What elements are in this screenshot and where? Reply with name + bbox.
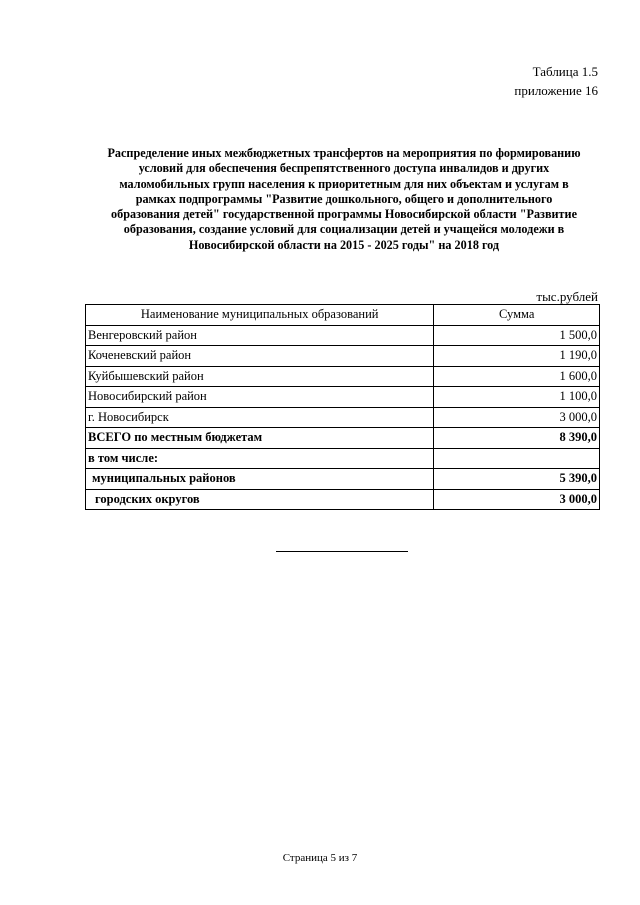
- municipality-sum: 3 000,0: [434, 407, 600, 428]
- including-row: [86, 448, 600, 469]
- municipality-name: Куйбышевский район: [86, 366, 434, 387]
- appendix-label: приложение 16: [514, 83, 598, 98]
- total-row: [86, 428, 600, 449]
- title-line: образования, создание условий для социализации детей и учащейся молодежи в: [123, 222, 565, 237]
- table-row: [86, 346, 600, 367]
- title-line: условий для обеспечения беспрепятственного доступа инвалидов и других: [138, 161, 550, 176]
- breakdown-name: городских округов: [86, 489, 434, 510]
- table-number: Таблица 1.5: [532, 64, 598, 79]
- municipality-name: Новосибирский район: [86, 387, 434, 408]
- municipality-sum: 1 100,0: [434, 387, 600, 408]
- column-header-name: Наименование муниципальных образований: [86, 305, 434, 326]
- total-label: ВСЕГО по местным бюджетам: [86, 428, 434, 449]
- title-line: Распределение иных межбюджетных трансфертов на мероприятия по формированию: [107, 146, 581, 160]
- header-block: [514, 62, 598, 100]
- breakdown-sum: 3 000,0: [434, 489, 600, 510]
- municipality-name: Коченевский район: [86, 346, 434, 367]
- title-line: образования детей" государственной программы Новосибирской области "Развитие: [111, 207, 577, 222]
- including-label: в том числе:: [86, 448, 434, 469]
- separator-line: [276, 551, 408, 552]
- title-line: рамках подпрограммы "Развитие дошкольного, общего и дополнительного: [135, 191, 553, 206]
- table-header-row: [86, 305, 600, 326]
- table-row: [86, 366, 600, 387]
- units-label: тыс.рублей: [536, 289, 598, 304]
- breakdown-row: [86, 469, 600, 490]
- total-sum: 8 390,0: [434, 428, 600, 449]
- breakdown-name: муниципальных районов: [86, 469, 434, 490]
- municipality-sum: 1 500,0: [434, 325, 600, 346]
- page-footer: Страница 5 из 7: [282, 852, 358, 864]
- title-line: маломобильных групп населения к приоритетным для них объектам и услугам в: [119, 176, 569, 191]
- column-header-sum: Сумма: [434, 305, 600, 326]
- including-sum-empty: [434, 448, 600, 469]
- table-row: [86, 325, 600, 346]
- document-title: [88, 146, 600, 253]
- breakdown-sum: 5 390,0: [434, 469, 600, 490]
- title-line: Новосибирской области на 2015 - 2025 годы" на 2018 год: [188, 237, 500, 252]
- table-row: [86, 407, 600, 428]
- breakdown-row: [86, 489, 600, 510]
- municipality-name: г. Новосибирск: [86, 407, 434, 428]
- municipality-name: Венгеровский район: [86, 325, 434, 346]
- municipality-sum: 1 190,0: [434, 346, 600, 367]
- table-row: [86, 387, 600, 408]
- transfers-table: [85, 304, 600, 510]
- municipality-sum: 1 600,0: [434, 366, 600, 387]
